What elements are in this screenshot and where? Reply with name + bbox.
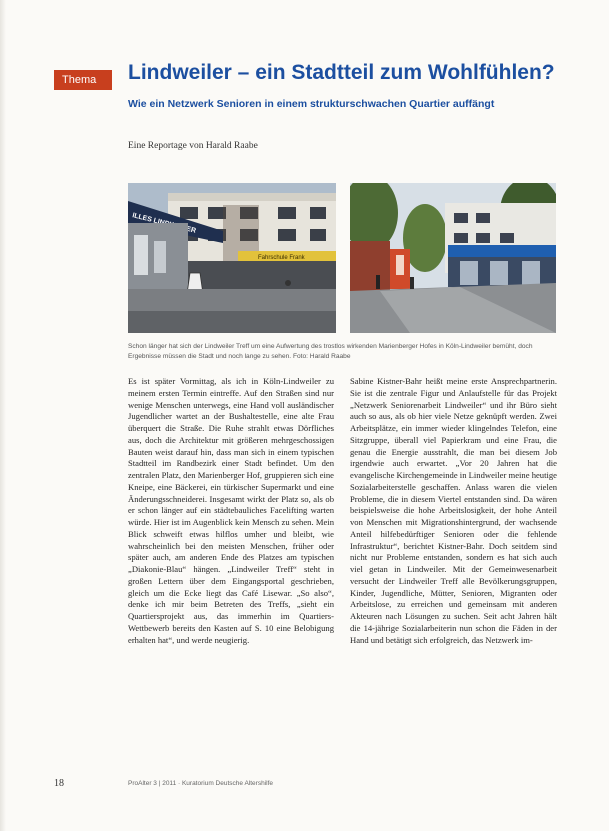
section-tab: Thema xyxy=(54,70,112,90)
storefront-text: ILLES xyxy=(131,212,153,224)
article-subtitle: Wie ein Netzwerk Senioren in einem strukturschwachen Quartier auffängt xyxy=(128,98,495,110)
photo-right-illustration xyxy=(350,183,556,333)
article-title: Lindweiler – ein Stadtteil zum Wohlfühlen? xyxy=(128,61,555,84)
photo-lindweiler-treff xyxy=(350,183,556,333)
page-number: 18 xyxy=(54,778,64,789)
photo-left-illustration xyxy=(128,183,336,333)
footer-text: ProAlter 3 | 2011 · Kuratorium Deutsche Altershilfe xyxy=(128,780,273,787)
byline: Eine Reportage von Harald Raabe xyxy=(128,141,258,151)
photo-caption: Schon länger hat sich der Lindweiler Treff um eine Aufwertung des trostlos wirkenden Marienberger Hofes in Köln-Lindweiler bemüht, doch Ergebnisse müssen die Stadt und noch lange zu sehen. Foto: Harald Raabe xyxy=(128,343,533,360)
photo-marienberger-hof xyxy=(128,183,336,333)
body-column-1: Es ist später Vormittag, als ich in Köln-Lindweiler zu meinem ersten Termin eintreffe. Auf den Straßen sind nur wenige Menschen unterwegs, eine Hand voll ausländischer Jugendlicher wartet an der Bushaltestelle, eine alte Frau überquert die Straße. Die Ruhe strahlt etwas Dörfliches aus, doch die Architektur mit größeren mehrgeschossigen Bauten weist darauf hin, dass man sich in einem typischen Stadtteil im Randbezirk einer Stadt befindet. Um den zentralen Platz, den Marienberger Hof, gruppieren sich eine Kneipe, eine Bäckerei, ein türkischer Supermarkt und eine Änderungsschneiderei. Insgesamt wirkt der Platz so, als ob er schon länger auf ein städtebauliches Facelifting warten würde. Hier ist im Augenblick kein Mensch zu sehen. Mein Blick schweift etwas hilflos umher und bleibt, wie wahrscheinlich bei den meisten Menschen, früher oder später auch, am anderen Ende des Platzes am typischen „Diakonie-Blau“ hängen. „Lindweiler Treff“ steht in großen Lettern über dem Eingangsportal geschrieben, gleich um die Ecke liegt das Café Lisewar. „So also“, denke ich mir beim Betreten des Treffs, „sieht ein Quartiersprojekt aus, das immerhin im Quartiers-Wettbewerb bereits den Kasten auf S. 10 eine Belobigung erhalten hat“, und werde neugierig. xyxy=(128,376,334,645)
shop-sign-text: Fahrschule Frank xyxy=(258,255,305,261)
scan-edge xyxy=(0,0,6,831)
body-column-2: Sabine Kistner-Bahr heißt meine erste Ansprechpartnerin. Sie ist die zentrale Figur und Anlaufstelle für das Projekt „Netzwerk Seniorenarbeit Lindweiler“ und ihr Büro sieht auch so aus, als ob hier viele Netze geknüpft werden. Zwei Arbeitsplätze, ein immer wieder klingelndes Telefon, eine Sitzgruppe, überall viel Papierkram und eine Frau, die genau die Energie ausstrahlt, die man bei diesem Job irgendwie auch erwartet. „Vor 20 Jahren hat die evangelische Kirchengemeinde in Lindweiler meine heutige Sozialarbeiterstelle geschaffen. Anlass waren die vielen Probleme, die in diesem Viertel entstanden sind. Da wären beispielsweise die hohe Arbeitslosigkeit, der hohe Anteil von Menschen mit Migrationshintergrund, der wachsende Anteil hilfebedürftiger Senioren oder die fehlende Infrastruktur“, berichtet Kistner-Bahr. Doch seitdem sind nicht nur Probleme entstanden, sondern es hat sich auch viel getan in Lindweiler. Mit der Gemeinwesenarbeit versucht der Lindweiler Treff alle Bevölkerungsgruppen, Kinder, Jugendliche, Mütter, Senioren, Migranten oder Arbeitslose, zu erreichen und gemeinsam mit anderen Akteuren nach Lösungen zu suchen. Seit acht Jahren hält die 14-jährige Sozialarbeiterin nun schon die Fäden in der Hand und betätigt sich erfolgreich, das Netzwerk im- xyxy=(350,376,557,645)
